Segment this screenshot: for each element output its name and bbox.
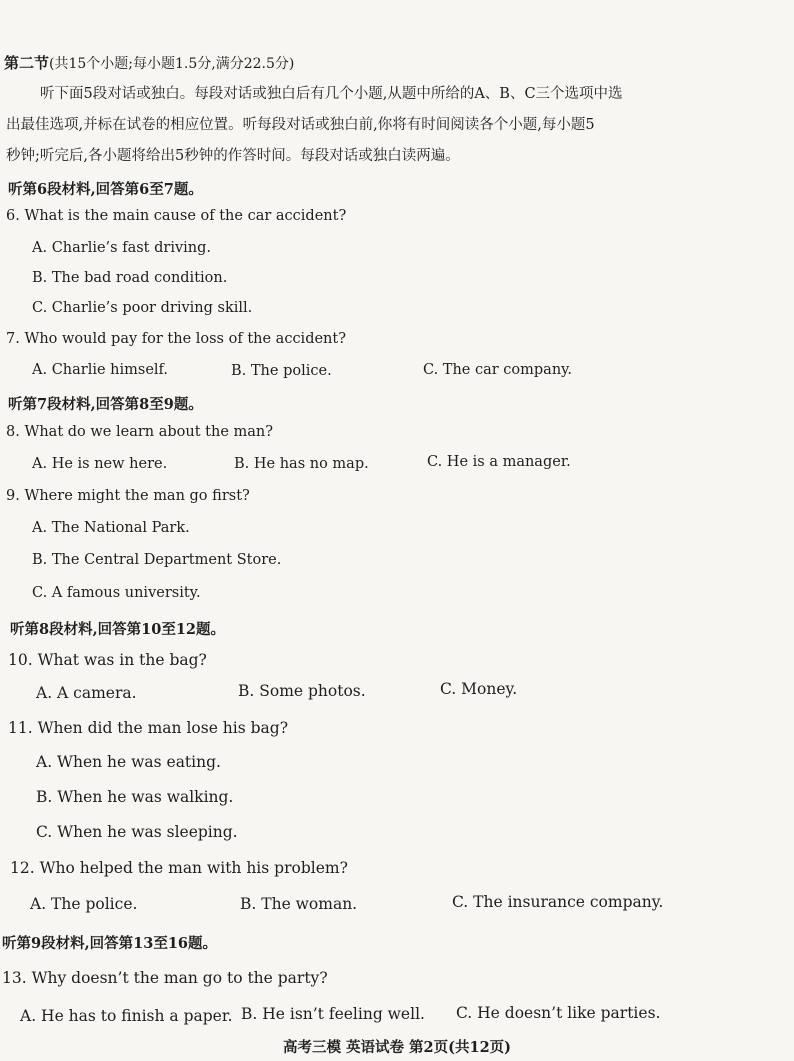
q12-option-b: B. The woman. — [240, 895, 358, 913]
instruction-line: 秒钟;听完后,各小题将给出5秒钟的作答时间。每段对话或独白读两遍。 — [6, 148, 460, 164]
question-13: 13. Why doesn’t the man go to the party? — [2, 969, 328, 987]
q7-option-a: A. Charlie himself. — [32, 362, 169, 378]
q13-option-c: C. He doesn’t like parties. — [456, 1004, 661, 1022]
page-footer: 高考三模 英语试卷 第2页(共12页) — [282, 1039, 512, 1056]
q6-option-c: C. Charlie’s poor driving skill. — [32, 300, 253, 316]
passage-heading: 听第9段材料,回答第13至16题。 — [2, 935, 217, 952]
q7-option-c: C. The car company. — [423, 362, 573, 378]
q6-option-a: A. Charlie’s fast driving. — [32, 240, 212, 256]
question-12: 12. Who helped the man with his problem? — [10, 859, 348, 877]
q11-option-c: C. When he was sleeping. — [36, 823, 238, 841]
instruction-line: 出最佳选项,并标在试卷的相应位置。听每段对话或独白前,你将有时间阅读各个小题,每小题5 — [6, 117, 595, 133]
instruction-line: 听下面5段对话或独白。每段对话或独白后有几个小题,从题中所给的A、B、C三个选项中选 — [40, 86, 623, 102]
question-6: 6. What is the main cause of the car accident? — [6, 208, 347, 224]
question-7: 7. Who would pay for the loss of the accident? — [6, 331, 346, 347]
passage-heading: 听第8段材料,回答第10至12题。 — [10, 621, 225, 638]
q12-option-c: C. The insurance company. — [452, 893, 664, 911]
question-8: 8. What do we learn about the man? — [6, 424, 274, 440]
q9-option-b: B. The Central Department Store. — [32, 552, 282, 568]
passage-heading: 听第6段材料,回答第6至7题。 — [8, 181, 203, 198]
q9-option-c: C. A famous university. — [32, 585, 201, 601]
q13-option-b: B. He isn’t feeling well. — [241, 1005, 425, 1023]
q11-option-b: B. When he was walking. — [36, 788, 234, 806]
question-10: 10. What was in the bag? — [8, 651, 207, 669]
q9-option-a: A. The National Park. — [32, 520, 190, 536]
section-heading — [4, 52, 294, 73]
passage-heading: 听第7段材料,回答第8至9题。 — [8, 396, 203, 413]
q10-option-b: B. Some photos. — [238, 682, 366, 700]
q8-option-a: A. He is new here. — [32, 456, 168, 472]
q10-option-a: A. A camera. — [36, 684, 137, 702]
section-detail: (共15个小题;每小题1.5分,满分22.5分) — [49, 56, 295, 72]
section-title: 第二节 — [4, 54, 50, 72]
question-11: 11. When did the man lose his bag? — [8, 719, 289, 737]
q7-option-b: B. The police. — [231, 363, 332, 379]
q6-option-b: B. The bad road condition. — [32, 270, 228, 286]
q13-option-a: A. He has to finish a paper. — [20, 1007, 233, 1025]
q8-option-b: B. He has no map. — [234, 456, 369, 472]
question-9: 9. Where might the man go first? — [6, 488, 250, 504]
q10-option-c: C. Money. — [440, 680, 518, 698]
q12-option-a: A. The police. — [30, 895, 138, 913]
q8-option-c: C. He is a manager. — [427, 454, 571, 470]
q11-option-a: A. When he was eating. — [36, 753, 221, 771]
